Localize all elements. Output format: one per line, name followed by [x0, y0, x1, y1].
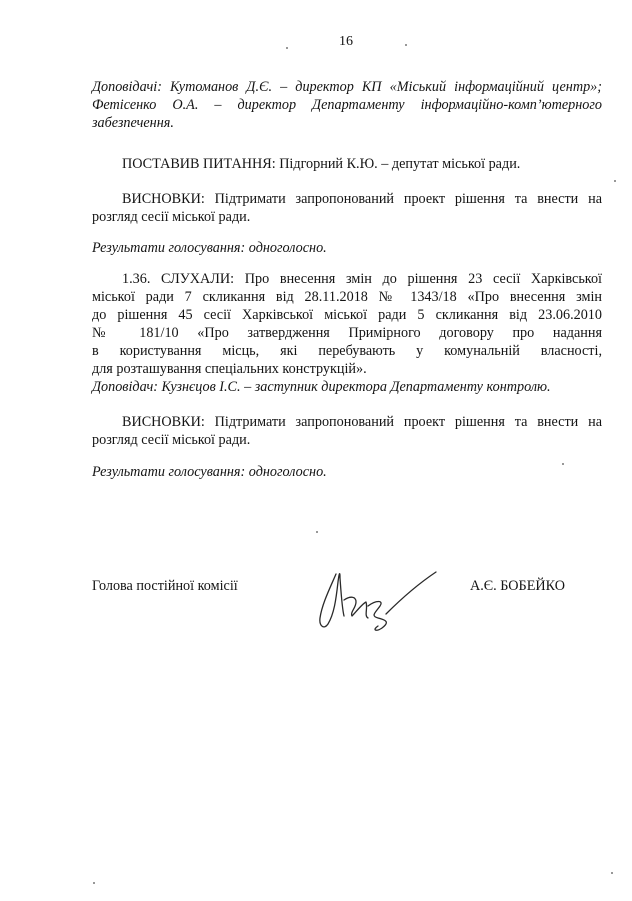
scan-speck	[405, 44, 407, 46]
question-raised-text: ПОСТАВИВ ПИТАННЯ: Підгорний К.Ю. – депутат міської ради.	[122, 156, 521, 172]
agenda-item-1-36	[92, 270, 602, 396]
reporters-block	[92, 78, 602, 132]
signatory-name: А.Є. БОБЕЙКО	[470, 578, 565, 594]
conclusions-2-line-2: розгляд сесії міської ради.	[92, 432, 251, 448]
item-line-6: для розташування спеціальних конструкцій».	[92, 361, 367, 377]
item-line-3: до рішення 45 сесії Харківської міської ради 5 скликання від 23.06.2010	[92, 307, 602, 323]
reporters-line-1: Доповідачі: Кутоманов Д.Є. – директор КП «Міський інформаційний центр»;	[92, 79, 602, 95]
question-raised	[92, 155, 602, 173]
scan-speck	[562, 463, 564, 465]
scan-speck	[316, 531, 318, 533]
handwritten-signature	[306, 560, 446, 640]
scan-speck	[611, 872, 613, 874]
vote-result-2-text: Результати голосування: одноголосно.	[92, 464, 327, 480]
conclusions-1-line-1: ВИСНОВКИ: Підтримати запропонований проект рішення та внести на	[122, 191, 602, 207]
item-line-5: в користування місць, які перебувають у комунальній власності,	[92, 343, 602, 359]
conclusions-block-1	[92, 190, 602, 226]
reporters-line-2: Фетісенко О.А. – директор Департаменту інформаційно-комп’ютерного	[92, 97, 602, 113]
scan-speck	[286, 47, 288, 49]
scan-speck	[93, 882, 95, 884]
item-line-2: міської ради 7 скликання від 28.11.2018 № 1343/18 «Про внесення змін	[92, 289, 602, 305]
item-line-4: № 181/10 «Про затвердження Примірного договору про надання	[92, 325, 602, 341]
page-number: 16	[339, 34, 353, 49]
conclusions-block-2	[92, 413, 602, 449]
signatory-title: Голова постійної комісії	[92, 578, 238, 594]
item-line-1: 1.36. СЛУХАЛИ: Про внесення змін до рішення 23 сесії Харківської	[122, 271, 602, 287]
item-reporter: Доповідач: Кузнєцов І.С. – заступник директора Департаменту контролю.	[92, 379, 551, 395]
reporters-line-3: забезпечення.	[92, 115, 174, 131]
conclusions-1-line-2: розгляд сесії міської ради.	[92, 209, 251, 225]
scan-speck	[614, 180, 616, 182]
vote-result-1-text: Результати голосування: одноголосно.	[92, 240, 327, 256]
conclusions-2-line-1: ВИСНОВКИ: Підтримати запропонований проект рішення та внести на	[122, 414, 602, 430]
vote-result-2	[92, 463, 602, 481]
vote-result-1	[92, 239, 602, 257]
